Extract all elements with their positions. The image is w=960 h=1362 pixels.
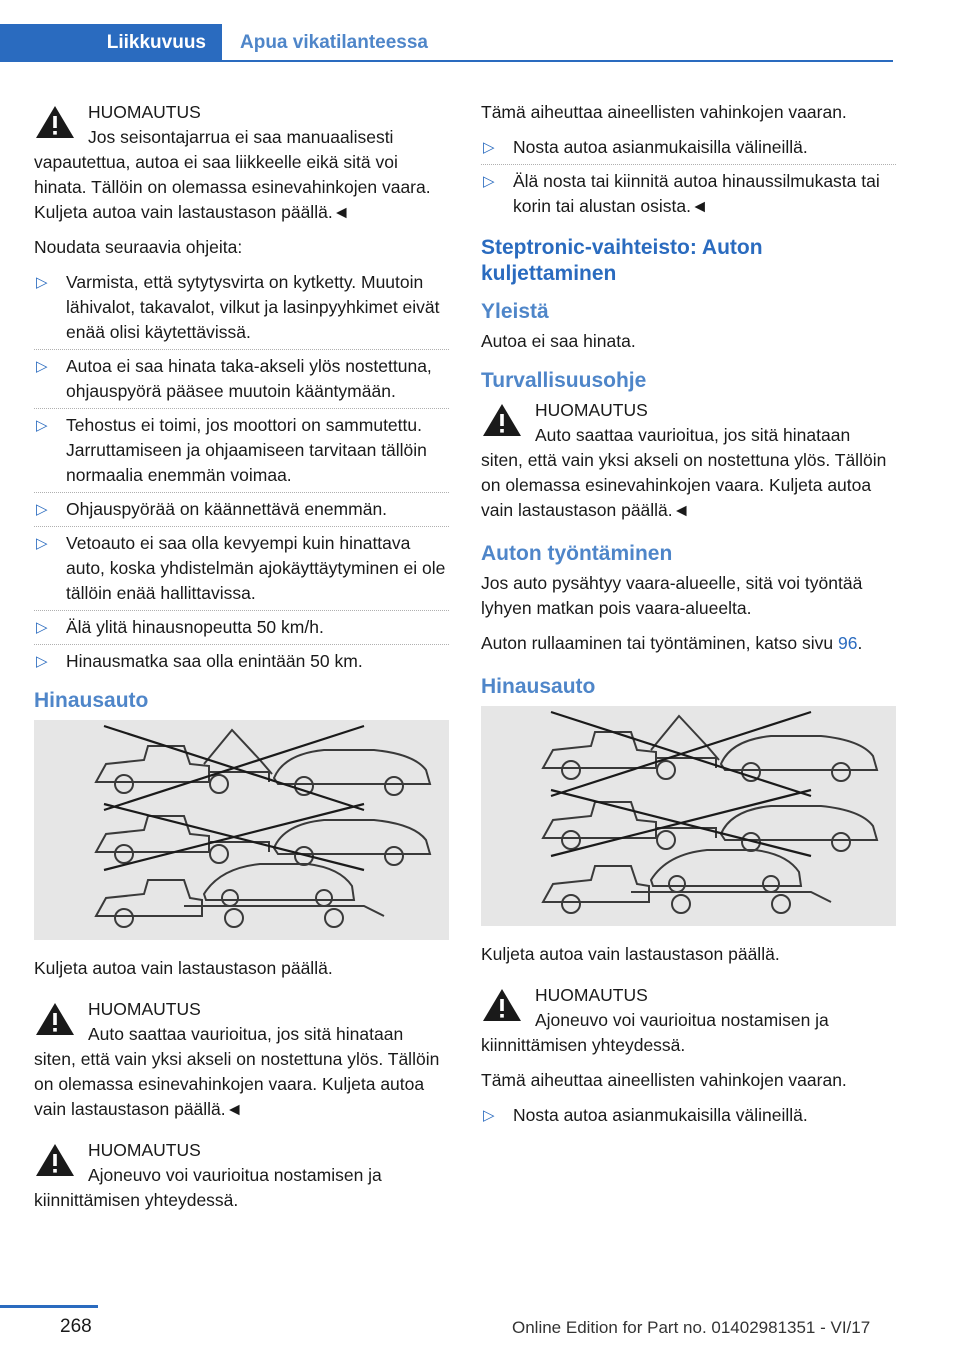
bullet-triangle-icon: ▷ — [36, 358, 48, 375]
warning-icon — [34, 104, 76, 140]
bullet-triangle-icon: ▷ — [36, 535, 48, 552]
warning-text: Auto saattaa vaurioitua, jos sitä hinataan siten, että vain yksi akseli on nostettuna ylös. Tällöin on olemassa esinevahinkojen vaara. Kuljeta autoa vain lastaustason päällä.◄ — [34, 1024, 440, 1119]
subheading-auton-tyontaminen: Auton työntäminen — [481, 542, 673, 565]
tab-liikkuvuus[interactable]: Liikkuvuus — [0, 24, 222, 62]
warning-text: Auto saattaa vaurioitua, jos sitä hinataan siten, että vain yksi akseli on nostettuna ylös. Tällöin on olemassa esinevahinkojen vaara. Kuljeta autoa vain lastaustason päällä.◄ — [481, 425, 887, 520]
paragraph: Tämä aiheuttaa aineellisten vahinkojen vaaran. — [481, 102, 847, 122]
list-item — [34, 354, 449, 404]
tow-truck-illustration — [34, 720, 449, 940]
paragraph: Tämä aiheuttaa aineellisten vahinkojen vaaran. — [481, 1070, 847, 1090]
warning-block — [34, 997, 449, 1122]
list-item — [34, 649, 449, 674]
list-item — [34, 270, 449, 345]
page-ref-text: Auton rullaaminen tai työntäminen, katso sivu — [481, 633, 834, 653]
list-item-text: Varmista, että sytytysvirta on kytketty. Muutoin lähivalot, takavalot, vilkut ja lasinpyyhkimet eivät enää olisi käytettävissä. — [66, 272, 440, 342]
bullet-triangle-icon: ▷ — [483, 139, 495, 156]
warning-icon — [481, 402, 523, 438]
warning-block — [34, 100, 449, 225]
warning-title: HUOMAUTUS — [535, 985, 648, 1005]
list-item — [34, 413, 449, 488]
tow-truck-figure-icon — [481, 706, 896, 926]
warning-block — [34, 1138, 449, 1213]
warning-title: HUOMAUTUS — [88, 102, 201, 122]
paragraph: Autoa ei saa hinata. — [481, 331, 636, 351]
warning-block — [481, 983, 896, 1058]
paragraph-page-ref — [481, 631, 896, 656]
list-item — [34, 531, 449, 606]
paragraph: Jos auto pysähtyy vaara-alueelle, sitä voi työntää lyhyen matkan pois vaara-alueelta. — [481, 573, 863, 618]
warning-title: HUOMAUTUS — [88, 999, 201, 1019]
subheading-hinausauto: Hinausauto — [481, 675, 596, 698]
bullet-triangle-icon: ▷ — [36, 274, 48, 291]
list-item-text: Älä nosta tai kiinnitä autoa hinaussilmukasta tai korin tai alustan osista.◄ — [513, 171, 880, 216]
tow-truck-figure-icon — [34, 720, 449, 940]
list-item-text: Tehostus ei toimi, jos moottori on sammutettu. Jarruttamiseen ja ohjaamiseen tarvitaan tällöin normaalia enemmän voimaa. — [66, 415, 427, 485]
list-item-text: Hinausmatka saa olla enintään 50 km. — [66, 651, 363, 671]
bullet-triangle-icon: ▷ — [36, 653, 48, 670]
bullet-triangle-icon: ▷ — [36, 417, 48, 434]
bullet-triangle-icon: ▷ — [483, 173, 495, 190]
list-item-text: Älä ylitä hinausnopeutta 50 km/h. — [66, 617, 324, 637]
subheading-turvallisuusohje: Turvallisuusohje — [481, 369, 647, 392]
list-item-text: Ohjauspyörää on käännettävä enemmän. — [66, 499, 388, 519]
bullet-triangle-icon: ▷ — [483, 1107, 495, 1124]
edition-text: Online Edition for Part no. 01402981351 - VI/17 — [512, 1318, 871, 1337]
right-column — [481, 100, 896, 1138]
figure-caption: Kuljeta autoa vain lastaustason päällä. — [481, 944, 780, 964]
tab-apua-vikatilanteessa[interactable]: Apua vikatilanteessa — [240, 32, 428, 53]
list-item-text: Autoa ei saa hinata taka-akseli ylös nostettuna, ohjauspyörä pääsee muutoin kääntymään. — [66, 356, 432, 401]
list-item — [481, 1103, 896, 1128]
tow-truck-illustration — [481, 706, 896, 926]
list-item-text: Vetoauto ei saa olla kevyempi kuin hinattava auto, koska yhdistelmän ajokäyttäytyminen ei ole tällöin enää hallittavissa. — [66, 533, 446, 603]
bullet-list — [481, 135, 896, 219]
warning-text: Jos seisontajarrua ei saa manuaalisesti vapautettua, autoa ei saa liikkeelle eikä sitä voi hinata. Tällöin on olemassa esinevahinkojen vaara. Kuljeta autoa vain lastaustason päällä.◄ — [34, 127, 431, 222]
warning-block — [481, 398, 896, 523]
section-heading-hinausauto: Hinausauto — [34, 689, 149, 712]
warning-icon — [481, 987, 523, 1023]
instructions-intro: Noudata seuraavia ohjeita: — [34, 237, 243, 257]
subheading-yleista: Yleistä — [481, 300, 549, 323]
instructions-list — [34, 270, 449, 674]
section-heading-steptronic: Steptronic-vaihteisto: Auton kuljettaminen — [481, 236, 763, 285]
page-ref-end: . — [857, 633, 863, 653]
list-item — [481, 135, 896, 160]
figure-caption: Kuljeta autoa vain lastaustason päällä. — [34, 958, 333, 978]
page-link[interactable]: 96 — [838, 633, 858, 653]
page-number: 268 — [60, 1316, 92, 1337]
warning-icon — [34, 1001, 76, 1037]
page-header — [0, 0, 960, 64]
header-rule — [0, 60, 893, 62]
warning-title: HUOMAUTUS — [535, 400, 648, 420]
bullet-triangle-icon: ▷ — [36, 501, 48, 518]
warning-icon — [34, 1142, 76, 1178]
bullet-triangle-icon: ▷ — [36, 619, 48, 636]
footer-rule — [0, 1305, 98, 1308]
list-item-text: Nosta autoa asianmukaisilla välineillä. — [513, 137, 808, 157]
left-column — [34, 100, 449, 1223]
warning-text: Ajoneuvo voi vaurioitua nostamisen ja kiinnittämisen yhteydessä. — [34, 1165, 382, 1210]
list-item — [34, 615, 449, 640]
bullet-list — [481, 1103, 896, 1128]
list-item — [481, 169, 896, 219]
list-item-text: Nosta autoa asianmukaisilla välineillä. — [513, 1105, 808, 1125]
warning-title: HUOMAUTUS — [88, 1140, 201, 1160]
list-item — [34, 497, 449, 522]
warning-text: Ajoneuvo voi vaurioitua nostamisen ja kiinnittämisen yhteydessä. — [481, 1010, 829, 1055]
